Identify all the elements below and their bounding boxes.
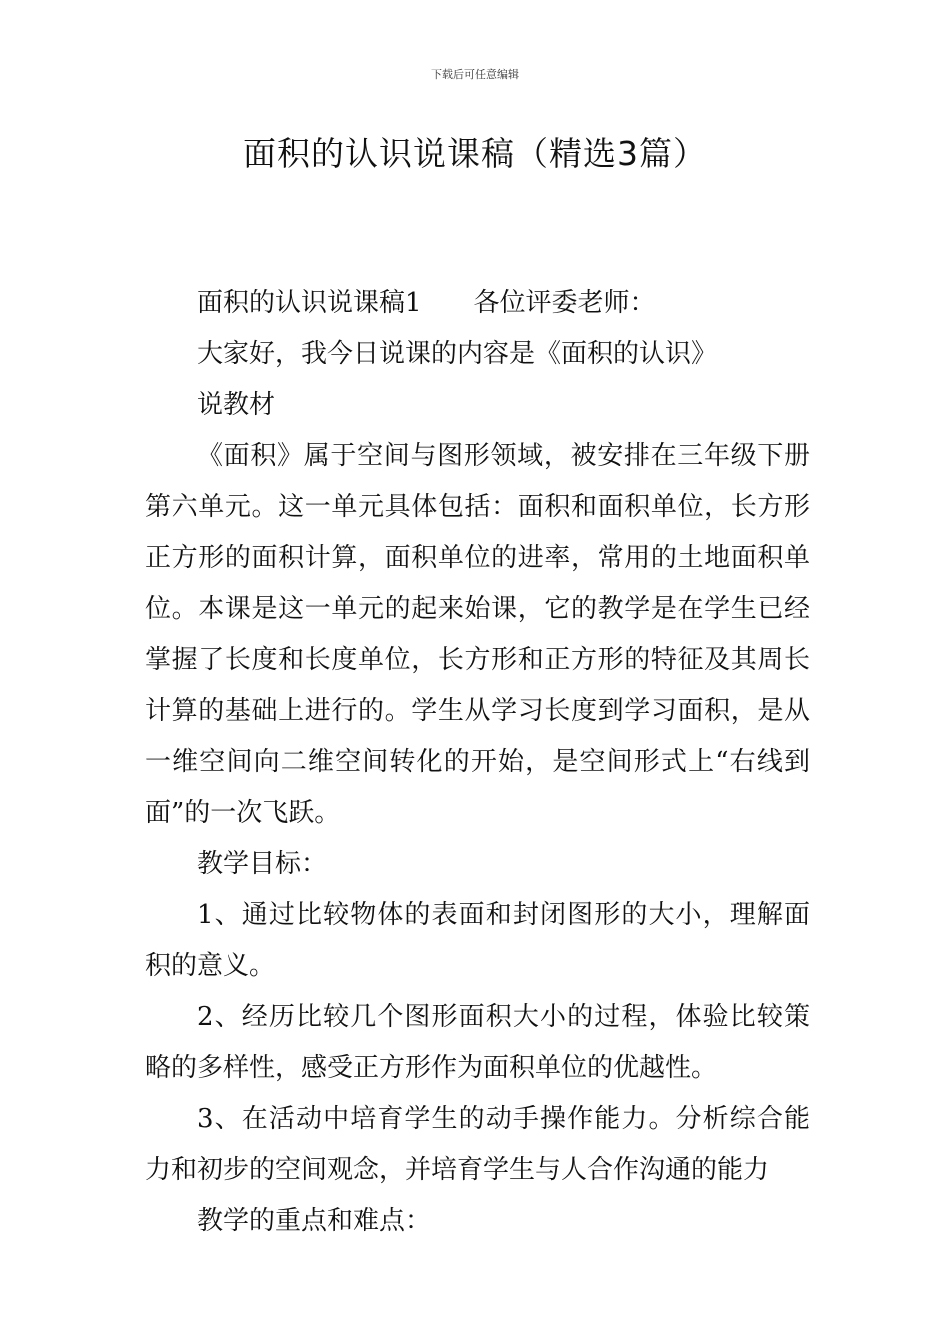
header-watermark: 下载后可任意编辑 <box>431 68 519 81</box>
objective-item-2: 2、经历比较几个图形面积大小的过程，体验比较策略的多样性，感受正方形作为面积单位的优越性。 <box>145 1002 810 1083</box>
section-heading-key-points: 教学的重点和难点： <box>197 1206 432 1236</box>
paragraph-intro: 大家好，我今日说课的内容是《面积的认识》 <box>197 339 718 369</box>
document-body <box>145 278 810 1247</box>
objective-item-1: 1、通过比较物体的表面和封闭图形的大小，理解面积的意义。 <box>145 900 810 981</box>
document-title: 面积的认识说课稿（精选3篇） <box>243 134 707 173</box>
paragraph-greeting: 面积的认识说课稿1 各位评委老师： <box>197 288 656 318</box>
objective-item-3: 3、在活动中培育学生的动手操作能力。分析综合能力和初步的空间观念，并培育学生与人合作沟通的能力 <box>145 1104 810 1185</box>
paragraph-textbook: 《面积》属于空间与图形领域，被安排在三年级下册第六单元。这一单元具体包括：面积和面积单位，长方形正方形的面积计算，面积单位的进率，常用的土地面积单位。本课是这一单元的起来始课，它的教学是在学生已经掌握了长度和长度单位，长方形和正方形的特征及其周长计算的基础上进行的。学生从学习长度到学习面积，是从一维空间向二维空间转化的开始，是空间形式上“右线到面”的一次飞跃。 <box>145 441 810 828</box>
section-heading-objectives: 教学目标： <box>197 849 328 879</box>
section-heading-textbook: 说教材 <box>197 390 276 420</box>
